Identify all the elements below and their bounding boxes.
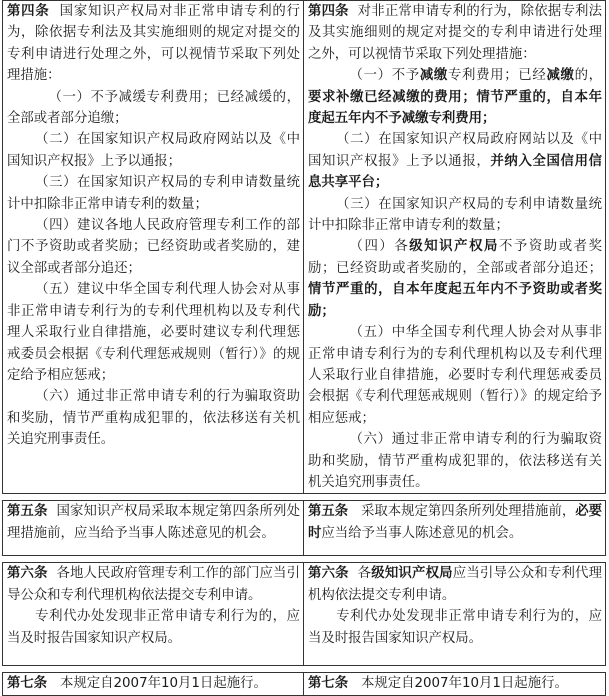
- article-body: 本规定自2007年10月1日起施行。: [59, 676, 267, 692]
- measure-3: （三）在国家知识产权局的专利申请数量统计中扣除非正常申请专利的数量；: [7, 175, 300, 212]
- article-title: 第四条: [307, 3, 349, 19]
- new-article-5: 第五条 采取本规定第四条所列处理措施前，必要时应当给予当事人陈述意见的机会。: [303, 501, 605, 556]
- measure-2: （二）在国家知识产权局政府网站以及《中国知识产权报》上予以通报；: [7, 132, 300, 169]
- measure-6: （六）通过非正常申请专利的行为骗取资助和奖励，情节严重构成犯罪的，依法移送有关机关追究刑事责任。: [307, 432, 602, 490]
- measure-1: （一）不予减缓专利费用；已经减缓的，全部或者部分追缴；: [7, 89, 300, 127]
- article-title: 第五条: [7, 503, 48, 520]
- amendment-text: 必要时: [307, 504, 603, 541]
- old-article-5: [3, 501, 304, 556]
- amendment-text: 并纳入全国信用信息共享平台；: [307, 153, 602, 191]
- article-paragraph: 专利代办处发现非正常申请专利行为的，应当及时报告国家知识产权局。: [7, 609, 300, 646]
- article-5-row: [3, 501, 606, 556]
- measure-6: （六）通过非正常申请专利的行为骗取资助和奖励，情节严重构成犯罪的，依法移送有关机关追究刑事责任。: [7, 389, 300, 448]
- comparison-table: [2, 0, 606, 696]
- article-title: 第六条: [307, 565, 349, 582]
- amendment-text: 级知识产权局: [371, 566, 453, 582]
- measure-1: （一）不予减缴专利费用；已经减缴的，要求补缴已经减缴的费用；情节严重的，自本年度起五年内不予减缴专利费用；: [307, 68, 603, 127]
- old-article-6: [3, 563, 304, 666]
- article-body: 对非正常申请专利的行为，除依据专利法及其实施细则的规定对提交的专利申请进行处理之外，可以视情节采取下列处理措施：: [307, 4, 603, 62]
- old-article-7: [3, 673, 304, 695]
- article-body: 本规定自2007年10月1日起施行。: [360, 676, 568, 692]
- article-7-row: [3, 673, 606, 695]
- amendment-text: 情节严重的，自本年度起五年内不予资助或者奖励；: [307, 282, 602, 319]
- old-article-4: [3, 1, 304, 494]
- article-title: 第七条: [7, 675, 48, 692]
- article-body: 各地人民政府管理专利工作的部门应当引导公众和专利代理机构依法提交专利申请。: [7, 566, 300, 603]
- article-6-row: [3, 563, 606, 666]
- article-title: 第五条: [307, 503, 349, 520]
- new-article-4: [303, 1, 605, 494]
- new-article-7: [303, 673, 605, 695]
- measure-5: （五）中华全国专利代理人协会对从事非正常申请专利行为的专利代理机构以及专利代理人采取行业自律措施，必要时专利代理惩戒委员会根据《专利代理惩戒规则（暂行）》的规定给予相应惩戒；: [307, 325, 602, 426]
- article-body: 国家知识产权局对非正常申请专利的行为，除依据专利法及其实施细则的规定对提交的专利申请进行处理之外，可以视情节采取下列处理措施：: [7, 4, 301, 84]
- measure-4: （四）建议各地人民政府管理专利工作的部门不予资助或者奖励；已经资助或者奖励的，建议全部或者部分追还；: [7, 218, 300, 276]
- amendment-text: 要求补缴已经减缴的费用；情节严重的，自本年度起五年内不予减缴专利费用；: [307, 89, 602, 127]
- article-body: 国家知识产权局采取本规定第四条所列处理措施前，应当给予当事人陈述意见的机会。: [7, 504, 300, 541]
- article-title: 第六条: [7, 565, 48, 582]
- measure-2: （二）在国家知识产权局政府网站以及《中国知识产权报》上予以通报，并纳入全国信用信息共享平台；: [307, 132, 602, 191]
- measure-3: （三）在国家知识产权局的专利申请数量统计中扣除非正常申请专利的数量；: [307, 196, 602, 234]
- article-title: 第七条: [307, 675, 349, 692]
- article-4-row: [3, 1, 606, 494]
- measure-4: （四）各级知识产权局不予资助或者奖励；已经资助或者奖励的，全部或者部分追还；情节严重的，自本年度起五年内不予资助或者奖励；: [307, 239, 603, 319]
- measure-5: （五）建议中华全国专利代理人协会对从事非正常申请专利行为的专利代理机构以及专利代理人采取行业自律措施，必要时建议专利代理惩戒委员会根据《专利代理惩戒规则（暂行）》的规定给予相应惩戒；: [7, 282, 300, 383]
- article-title: 第四条: [7, 3, 50, 19]
- new-article-6: 第六条 各级知识产权局应当引导公众和专利代理机构依法提交专利申请。 专利代办处发现非正常申请专利行为的，应当及时报告国家知识产权局。: [303, 563, 605, 666]
- article-paragraph: 专利代办处发现非正常申请专利行为的，应当及时报告国家知识产权局。: [307, 609, 602, 646]
